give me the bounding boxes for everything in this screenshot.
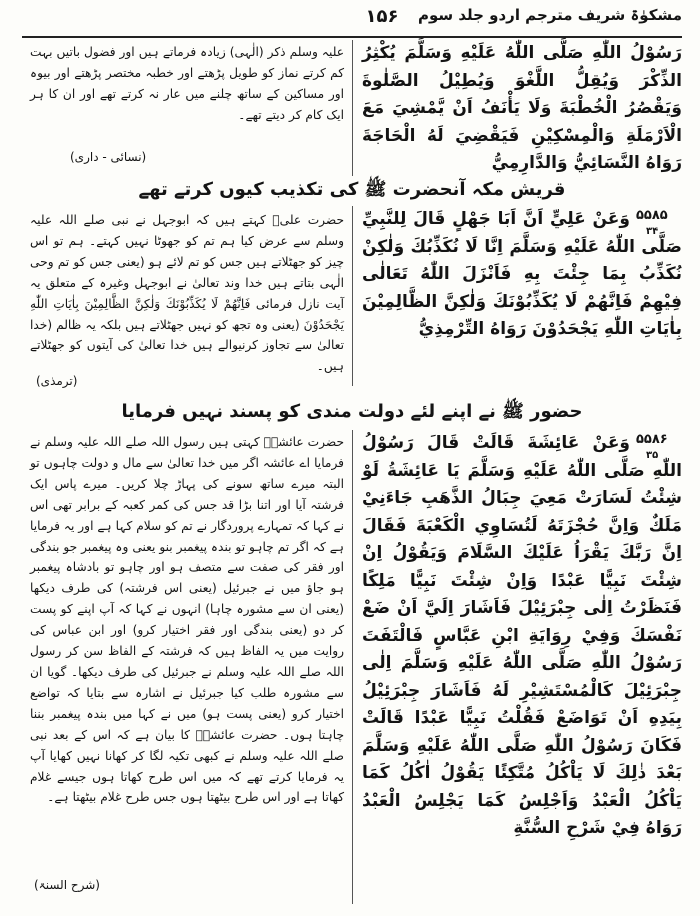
column-divider (352, 40, 353, 176)
top-arabic-text: رَسُوْلُ اللّٰهِ صَلَّى اللّٰهُ عَلَيْهِ وَسَلَّمَ يُكْثِرُ الذِّكْرَ وَيُقِلُّ اللَّغْوَ وَيُطِيْلُ الصَّلٰوةَ وَيَقْصُرُ الْخُطْبَةَ وَلَا يَأْنَفُ اَنْ يَّمْشِيَ مَعَ الْاَرْمَلَةِ وَالْمِسْكِيْنِ فَيَقْضِيَ لَهُ الْحَاجَةَ رَوَاهُ النَّسَائِيُّ وَالدَّارِمِيُّ (362, 43, 682, 173)
top-urdu-translation: علیہ وسلم ذکر (الٰہی) زیادہ فرماتے ہیں اور فضول باتیں بہت کم کرتے نماز کو طویل پڑھتے اور خطبہ مختصر پڑھتے اور بیوہ اور مساکین کے ساتھ چلنے میں عار نہ کرتے تھے اور ان کا ہر ایک کام کر دیتے تھے۔ (30, 45, 344, 122)
section-1-hadith-number: ۵۵۸۵ (636, 208, 668, 223)
section-1-sub-number: ۳۴ (646, 226, 659, 237)
section-1-heading: قریش مکہ آنحضرت ﷺ کی تکذیب کیوں کرتے تھے (138, 179, 566, 200)
column-divider (352, 430, 353, 904)
page-header (22, 6, 682, 32)
section-2-source: (شرح السنۃ) (34, 878, 100, 892)
section-2-arabic-text: وَعَنْ عَائِشَةَ قَالَتْ قَالَ رَسُوْلُ اللّٰهِ صَلَّى اللّٰهُ عَلَيْهِ وَسَلَّمَ يَا عَائِشَةُ لَوْ شِئْتُ لَسَارَتْ مَعِيَ جِبَالُ الذَّهَبِ جَاءَنِيْ مَلَكٌ وَاِنَّ حُجْزَتَهُ لَتُسَاوِي الْكَعْبَةَ فَقَالَ اِنَّ رَبَّكَ يَقْرَاُ عَلَيْكَ السَّلَامَ وَيَقُوْلُ اِنْ شِئْتَ نَبِيًّا عَبْدًا وَاِنْ شِئْتَ نَبِيًّا مَلِكًا فَنَظَرْتُ اِلٰى جِبْرَئِيْلَ فَاَشَارَ اِلَيَّ اَنْ ضَعْ نَفْسَكَ وَفِيْ رِوَايَةِ ابْنِ عَبَّاسٍ فَالْتَفَتَ رَسُوْلُ اللّٰهِ صَلَّى اللّٰهُ عَلَيْهِ وَسَلَّمَ اِلٰى جِبْرَئِيْلَ كَالْمُسْتَشِيْرِ لَهُ فَاَشَارَ جِبْرَئِيْلُ بِيَدِهِ اَنْ تَوَاضَعْ فَقُلْتُ نَبِيًّا عَبْدًا قَالَتْ فَكَانَ رَسُوْلُ اللّٰهِ صَلَّى اللّٰهُ عَلَيْهِ وَسَلَّمَ بَعْدَ ذٰلِكَ لَا يَاْكُلُ مُتَّكِئًا يَقُوْلُ اٰكُلُ كَمَا يَاْكُلُ الْعَبْدُ وَاَجْلِسُ كَمَا يَجْلِسُ الْعَبْدُ رَوَاهُ فِيْ شَرْحِ السُّنَّةِ (362, 433, 682, 838)
header-rule (22, 36, 682, 38)
section-2-hadith-number: ۵۵۸۶ (636, 432, 668, 447)
running-title: مشکوٰۃ شریف مترجم اردو جلد سوم (417, 6, 682, 24)
section-2-sub-number: ۳۵ (646, 450, 659, 461)
section-1-arabic-text: وَعَنْ عَلِيٍّ اَنَّ اَبَا جَهْلٍ قَالَ لِلنَّبِيِّ صَلَّى اللّٰهُ عَلَيْهِ وَسَلَّمَ اِنَّا لَا نُكَذِّبُكَ وَلٰكِنْ نُكَذِّبُ بِمَا جِئْتَ بِهِ فَاَنْزَلَ اللّٰهُ تَعَالٰى فِيْهِمْ فَاِنَّهُمْ لَا يُكَذِّبُوْنَكَ وَلٰكِنَّ الظَّالِمِيْنَ بِاٰيَاتِ اللّٰهِ يَجْحَدُوْنَ رَوَاهُ التِّرْمِذِيُّ (362, 209, 682, 339)
section-1-urdu-translation: حضرت علیؓ کہتے ہیں کہ ابوجہل نے نبی صلے اللہ علیہ وسلم سے عرض کیا ہم تم کو جھوٹا نہیں کہتے۔ ہم تو اس چیز کو جھٹلاتے ہیں جس کو تم لائے ہو (یعنی جس کو تم وحی الٰہی بتاتے ہیں خدا وند تعالیٰ نے ابوجہل وغیرہ کے متعلق یہ آیت نازل فرمائی فَاِنَّهُمْ لَا يُكَذِّبُوْنَكَ وَلٰكِنَّ الظَّالِمِيْنَ بِاٰيَاتِ اللّٰهِ يَجْحَدُوْنَ (یعنی وہ تجھ کو نہیں جھٹلاتے ہیں بلکہ یہ ظالم (خدا تعالیٰ سے تجاوز کرنیوالے ہیں خدا تعالیٰ کی آیتوں کو جھٹلاتے ہیں۔ (30, 213, 344, 374)
section-2-heading: حضور ﷺ نے اپنے لئے دولت مندی کو پسند نہیں فرمایا (121, 401, 583, 422)
column-divider (352, 206, 353, 386)
section-1-source: (ترمذی) (36, 374, 78, 388)
section-2-urdu-translation: حضرت عائشہؓ کہتی ہیں رسول اللہ صلے اللہ علیہ وسلم نے فرمایا اے عائشہ اگر میں خدا تعالیٰ سے مال و دولت چاہوں تو البتہ میرے ساتھ سونے کی پہاڑ چلا کریں۔ میرے پاس ایک فرشتہ آیا اور اتنا بڑا قد جس کی کمر کعبہ کے برابر تھی اس نے کہا کہ تمہارے پروردگار نے تم کو سلام کہا ہے اور یہ فرمایا ہے کہ اگر تم چاہو تو بندہ پیغمبر بنو یعنی وہ پیغمبر جو بندگی اور فقر کی صفت سے متصف ہو اور چاہو تو بادشاہ پیغمبر ہو جاؤ میں نے جبرئیل (یعنی اس فرشتہ) کی طرف دیکھا (یعنی ان سے مشورہ چاہا) انہوں نے کہا کہ آپ اپنے کو پست کر دو (یعنی بندگی اور فقر اختیار کرو) اور ابن عباس کی روایت میں یہ الفاظ ہیں کہ فرشتہ کے الفاظ سن کر رسول اللہ صلے اللہ علیہ وسلم نے جبرئیل کی طرف دیکھا۔ گویا ان سے مشورہ طلب کیا جبرئیل نے اشارہ سے بتایا کہ تواضع اختیار کرو (یعنی پست ہو) میں نے کہا میں بندہ پیغمبر بننا چاہتا ہوں۔ حضرت عائشہؓ کا بیان ہے کہ اس کے بعد نبی صلے اللہ علیہ وسلم نے کبھی تکیہ لگا کر کھانا نہیں کھایا آپ یہ فرمایا کرتے تھے کہ میں اس طرح کھاتا ہوں جیسے غلام کھاتا ہے اور اس طرح بیٹھتا ہوں جس طرح غلام بیٹھتا ہے۔ (30, 435, 344, 805)
top-source: (نسائی - داری) (70, 150, 147, 164)
page-number: ۱۵۶ (365, 6, 399, 27)
